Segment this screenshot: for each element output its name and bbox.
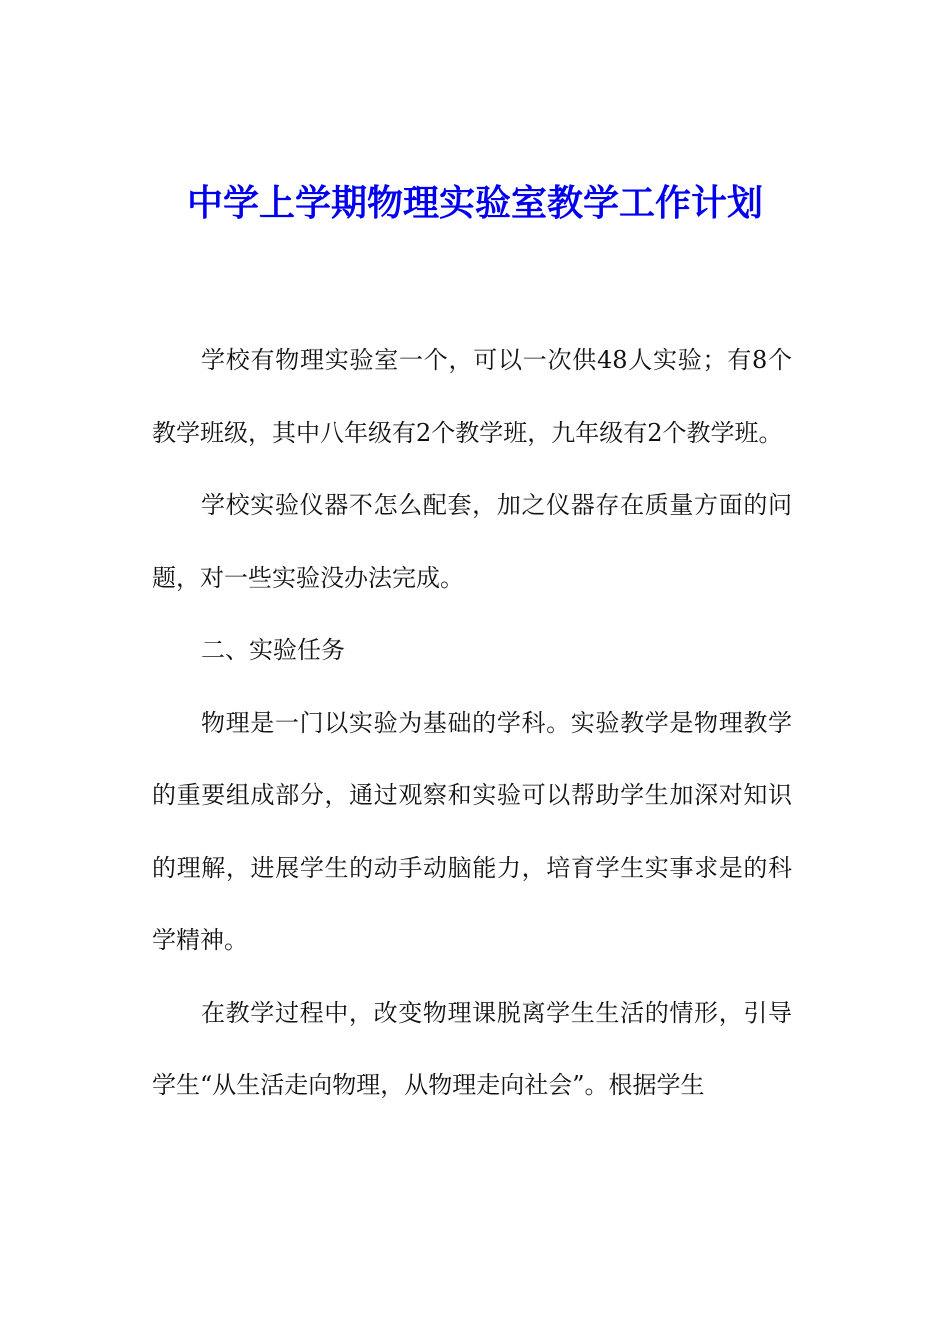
section-heading-experiment-tasks: 二、实验任务 [201, 636, 345, 664]
document-title: 中学上学期物理实验室教学工作计划 [186, 182, 763, 224]
document-body [152, 324, 792, 1122]
paragraph-equipment-issues: 学校实验仪器不怎么配套，加之仪器存在质量方面的问题，对一些实验没办法完成。 [152, 491, 792, 592]
paragraph-lab-overview: 学校有物理实验室一个，可以一次供48人实验；有8个教学班级，其中八年级有2个教学班，九年级有2个教学班。 [152, 346, 792, 447]
paragraph-teaching-process: 在教学过程中，改变物理课脱离学生生活的情形，引导学生“从生活走向物理，从物理走向社会”。根据学生 [152, 998, 792, 1099]
paragraph-physics-experiment-importance: 物理是一门以实验为基础的学科。实验教学是物理教学的重要组成部分，通过观察和实验可以帮助学生加深对知识的理解，进展学生的动手动脑能力，培育学生实事求是的科学精神。 [152, 708, 792, 954]
